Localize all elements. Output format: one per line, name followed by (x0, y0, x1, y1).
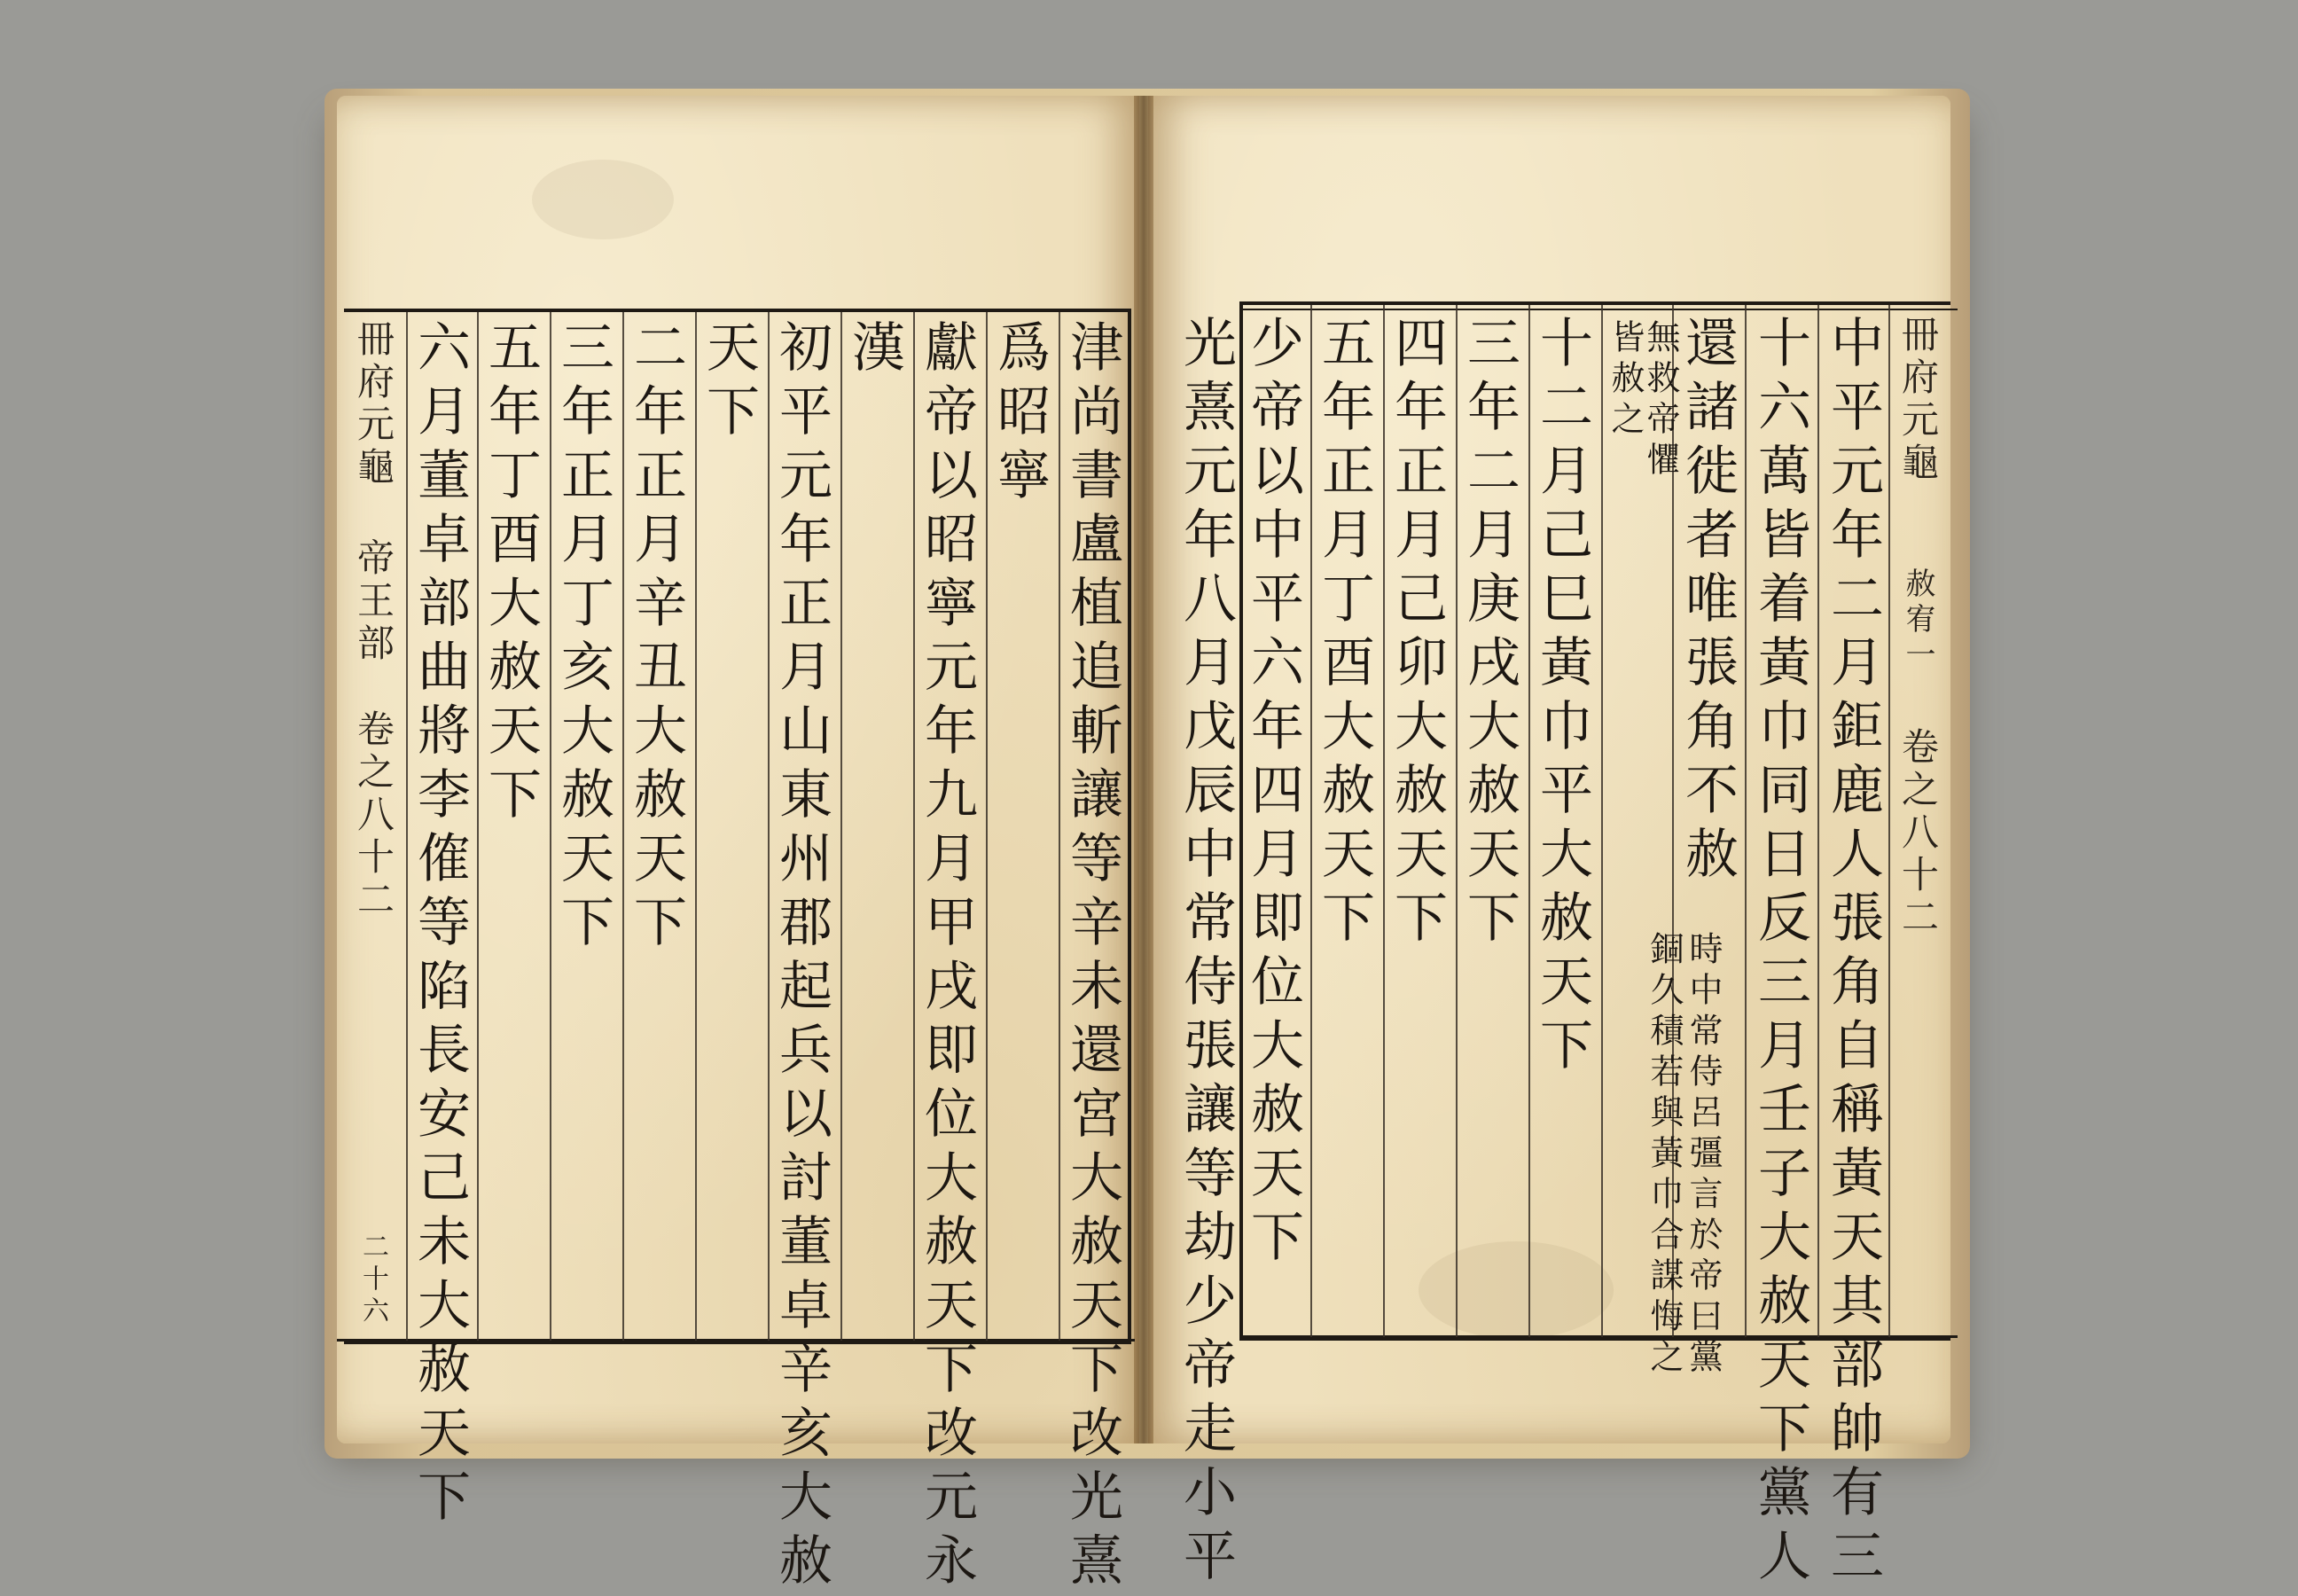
text-column: 二年正月辛丑大赦天下 (625, 319, 687, 958)
text-column: 獻帝以昭寧元年九月甲戌即位大赦天下改元永 (916, 319, 978, 1596)
column-rule (986, 312, 988, 1341)
margin-section: 赦宥一 (1900, 567, 1935, 674)
text-column: 五年丁酉大赦天下 (480, 319, 542, 830)
text-column: 三年正月丁亥大赦天下 (552, 319, 614, 958)
book-gutter (1134, 96, 1153, 1443)
margin-volume: 卷之八十二 (1896, 727, 1940, 940)
margin-rule (406, 312, 408, 1341)
text-column: 六月董卓部曲將李傕等陷長安己未大赦天下 (409, 319, 471, 1532)
right-top-rule (1239, 309, 1958, 310)
column-rule (1528, 305, 1530, 1337)
text-column: 初平元年正月山東州郡起兵以討董卓辛亥大赦 (770, 319, 832, 1596)
column-rule (1601, 305, 1603, 1337)
column-rule (1456, 305, 1458, 1337)
text-column: 少帝以中平六年四月即位大赦天下 (1242, 315, 1304, 1272)
column-rule (1310, 305, 1312, 1337)
margin-title: 冊府元龜 (1896, 315, 1940, 485)
column-rule (695, 312, 697, 1341)
column-rule (1745, 305, 1747, 1337)
text-column: 四年正月己卯大赦天下 (1386, 315, 1448, 953)
text-column: 爲昭寧 (989, 319, 1051, 511)
annotation-note: 皆赦之 (1606, 319, 1645, 442)
margin-rule (1888, 305, 1890, 1337)
column-rule (477, 312, 479, 1341)
text-column: 光熹元年八月戊辰中常侍張讓等劫少帝走小平 (1175, 315, 1237, 1592)
column-rule (840, 312, 842, 1341)
column-rule (622, 312, 624, 1341)
margin-volume: 卷之八十二 (352, 709, 395, 922)
annotation-note: 時中常侍呂彊言於帝曰黨 (1684, 931, 1723, 1380)
text-column: 五年正月丁酉大赦天下 (1313, 315, 1375, 953)
text-column: 三年二月庚戌大赦天下 (1458, 315, 1520, 953)
text-column: 津尚書盧植追斬讓等辛未還宮大赦天下改光熹 (1061, 319, 1123, 1596)
text-column: 十二月己巳黃巾平大赦天下 (1531, 315, 1593, 1081)
text-column: 還諸徙者唯張角不赦 (1677, 315, 1739, 889)
column-rule (550, 312, 551, 1341)
column-rule (1383, 305, 1385, 1337)
text-column: 漢 (843, 319, 905, 383)
column-rule (1817, 305, 1819, 1337)
column-rule (1059, 312, 1060, 1341)
column-rule (768, 312, 770, 1341)
page-number: 二十六 (357, 1232, 388, 1328)
text-column: 十六萬皆着黃巾同日反三月壬子大赦天下黨人 (1749, 315, 1811, 1592)
margin-title: 冊府元龜 帝王部 (352, 319, 395, 666)
annotation-note: 無救帝懼 (1641, 319, 1680, 482)
paper-stain (532, 160, 674, 239)
text-column: 天下 (698, 319, 760, 447)
column-rule (913, 312, 915, 1341)
annotation-note: 錮久積若與黃巾合謀悔之 (1645, 931, 1684, 1380)
text-column: 中平元年二月鉅鹿人張角自稱黃天其部帥有三 (1822, 315, 1884, 1592)
